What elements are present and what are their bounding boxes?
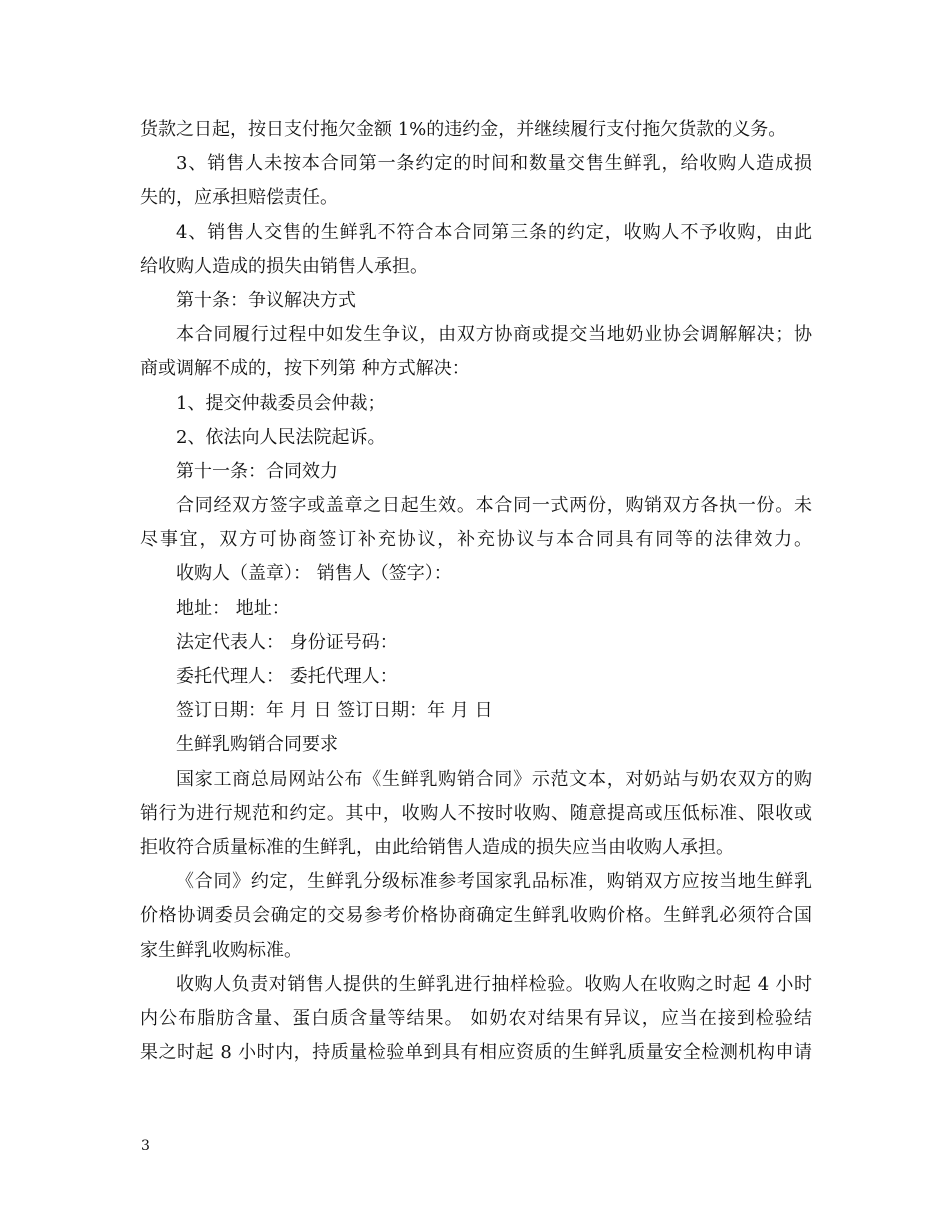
text-line: 本合同履行过程中如发生争议，由双方协商或提交当地奶业协会调解解决；协 (176, 324, 812, 346)
text-line: 商或调解不成的，按下列第 种方式解决： (140, 358, 470, 380)
text-line: 地址： 地址： (176, 597, 290, 619)
text-line: 失的，应承担赔偿责任。 (140, 187, 338, 209)
text-line: 第十条：争议解决方式 (176, 289, 356, 311)
text-line: 家生鲜乳收购标准。 (140, 939, 302, 961)
text-line: 签订日期：年 月 日 签订日期：年 月 日 (176, 700, 493, 722)
text-line: 第十一条：合同效力 (176, 460, 338, 482)
text-line: 果之时起 8 小时内，持质量检验单到具有相应资质的生鲜乳质量安全检测机构申请 (140, 1042, 812, 1064)
text-line: 销行为进行规范和约定。其中，收购人不按时收购、随意提高或压低标准、限收或 (140, 802, 812, 824)
text-line: 收购人负责对销售人提供的生鲜乳进行抽样检验。收购人在收购之时起 4 小时 (176, 973, 812, 995)
text-line: 价格协调委员会确定的交易参考价格协商确定生鲜乳收购价格。生鲜乳必须符合国 (140, 905, 812, 927)
text-line: 内公布脂肪含量、蛋白质含量等结果。 如奶农对结果有异议，应当在接到检验结 (140, 1007, 812, 1029)
text-line: 《合同》约定，生鲜乳分级标准参考国家乳品标准，购销双方应按当地生鲜乳 (176, 871, 812, 893)
text-line: 2、依法向人民法院起诉。 (176, 426, 386, 448)
text-line: 3、销售人未按本合同第一条约定的时间和数量交售生鲜乳，给收购人造成损 (176, 153, 812, 175)
page-number: 3 (141, 1138, 150, 1154)
text-line: 尽事宜，双方可协商签订补充协议，补充协议与本合同具有同等的法律效力。 (140, 529, 812, 551)
text-line: 委托代理人： 委托代理人： (176, 666, 398, 687)
text-line: 收购人（盖章）： 销售人（签字）： (176, 563, 452, 585)
text-line: 国家工商总局网站公布《生鲜乳购销合同》示范文本，对奶站与奶农双方的购 (176, 768, 812, 790)
document-body (140, 113, 812, 1070)
text-line: 4、销售人交售的生鲜乳不符合本合同第三条的约定，收购人不予收购，由此 (176, 221, 812, 243)
text-line: 合同经双方签字或盖章之日起生效。本合同一式两份，购销双方各执一份。未 (176, 495, 812, 517)
text-line: 1、提交仲裁委员会仲裁； (176, 392, 386, 414)
text-line: 给收购人造成的损失由销售人承担。 (140, 255, 428, 277)
text-line: 生鲜乳购销合同要求 (176, 734, 338, 756)
text-line: 拒收符合质量标准的生鲜乳，由此给销售人造成的损失应当由收购人承担。 (140, 836, 734, 858)
text-line: 法定代表人： 身份证号码： (176, 631, 398, 653)
text-line: 货款之日起，按日支付拖欠金额 1%的违约金，并继续履行支付拖欠货款的义务。 (140, 119, 787, 140)
